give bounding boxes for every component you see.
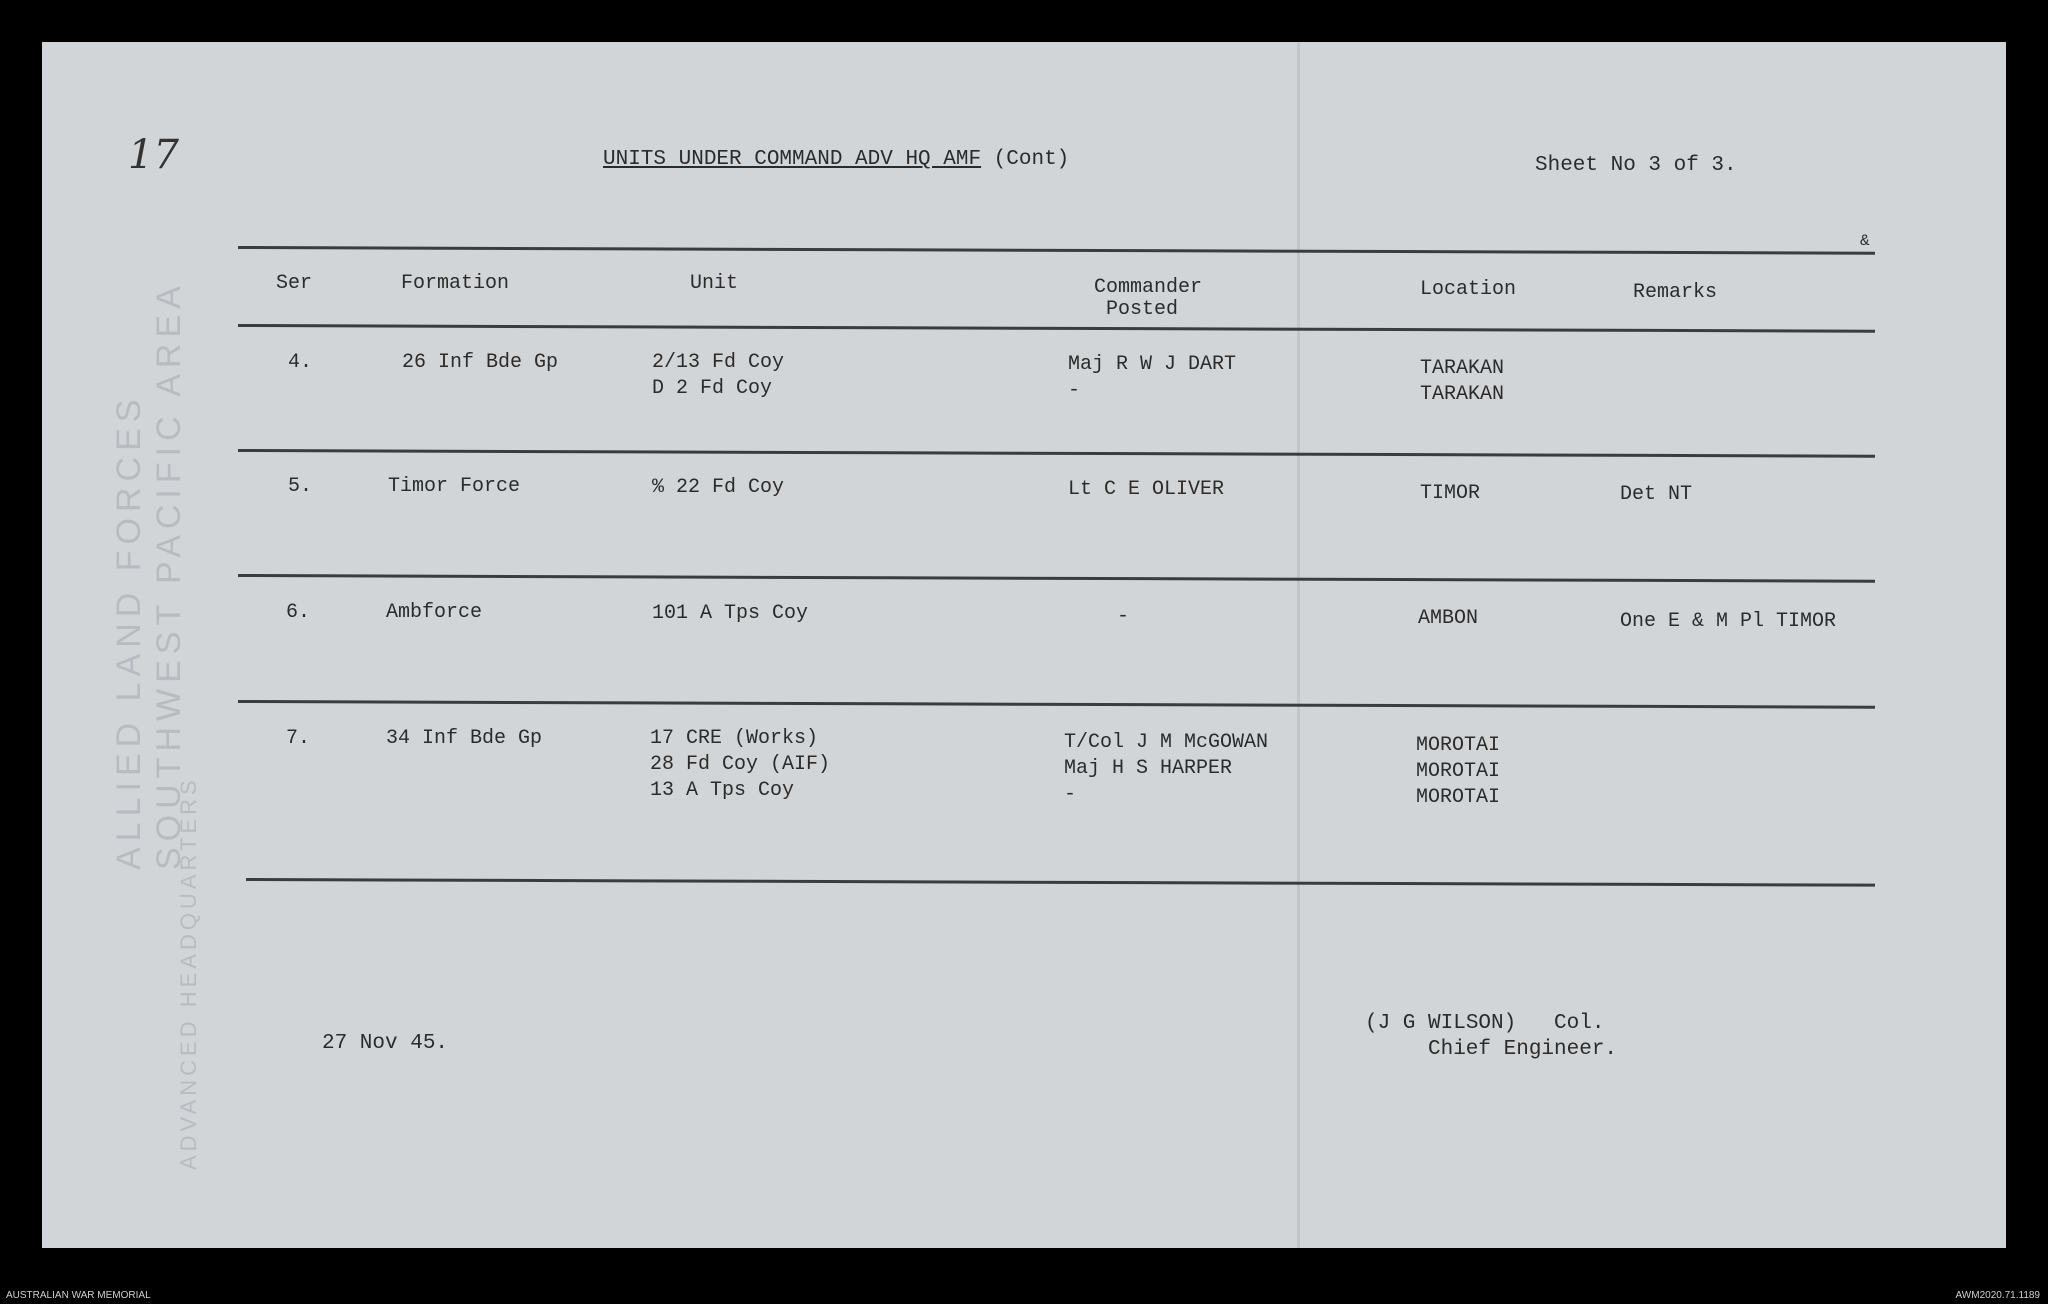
row-4-commander: Maj R W J DART - bbox=[1068, 353, 1237, 402]
row-5-commander: Lt C E OLIVER bbox=[1068, 478, 1225, 501]
title-main: UNITS UNDER COMMAND ADV HQ AMF bbox=[603, 148, 982, 171]
row-6-commander: - bbox=[1117, 605, 1130, 628]
sheet-number: Sheet No 3 of 3. bbox=[1535, 154, 1737, 177]
stamp-line-3: ADVANCED HEADQUARTERS bbox=[176, 776, 201, 1170]
stamp-line-1: ALLIED LAND FORCES bbox=[110, 393, 148, 870]
handwritten-mark: 17 bbox=[128, 132, 179, 178]
page-title bbox=[603, 148, 1069, 171]
row-7-formation: 34 Inf Bde Gp bbox=[386, 727, 543, 750]
row-7-ser: 7. bbox=[286, 727, 311, 750]
header-commander-posted: Posted bbox=[1106, 298, 1179, 321]
corner-mark: & bbox=[1860, 232, 1870, 250]
row-5-ser: 5. bbox=[288, 475, 313, 498]
row-4-formation: 26 Inf Bde Gp bbox=[402, 351, 559, 374]
header-remarks: Remarks bbox=[1633, 281, 1718, 304]
row-4-location: TARAKAN TARAKAN bbox=[1420, 357, 1505, 406]
row-6-unit: 101 A Tps Coy bbox=[652, 602, 809, 625]
row-5-formation: Timor Force bbox=[388, 475, 521, 498]
header-formation: Formation bbox=[401, 272, 510, 295]
row-5-location: TIMOR bbox=[1420, 482, 1481, 505]
row-5-remarks: Det NT bbox=[1620, 483, 1693, 506]
row-4-unit: 2/13 Fd Coy D 2 Fd Coy bbox=[652, 351, 785, 400]
header-ser: Ser bbox=[276, 272, 313, 295]
header-commander: Commander bbox=[1094, 276, 1203, 299]
signature-name: (J G WILSON) Col. bbox=[1365, 1012, 1605, 1035]
document-date: 27 Nov 45. bbox=[322, 1032, 449, 1055]
row-4-ser: 4. bbox=[288, 351, 313, 374]
row-6-ser: 6. bbox=[286, 601, 311, 624]
row-7-location: MOROTAI MOROTAI MOROTAI bbox=[1416, 734, 1501, 809]
row-7-unit: 17 CRE (Works) 28 Fd Coy (AIF) 13 A Tps Coy bbox=[650, 727, 831, 802]
row-7-commander: T/Col J M McGOWAN Maj H S HARPER - bbox=[1064, 731, 1269, 806]
title-suffix: (Cont) bbox=[993, 148, 1070, 171]
footer-accession: AWM2020.71.1189 bbox=[1955, 1290, 2040, 1301]
row-6-formation: Ambforce bbox=[386, 601, 483, 624]
stamp-line-2: SOUTHWEST PACIFIC AREA bbox=[150, 280, 188, 870]
footer-institution: AUSTRALIAN WAR MEMORIAL bbox=[6, 1290, 151, 1301]
row-6-location: AMBON bbox=[1418, 607, 1479, 630]
row-6-remarks: One E & M Pl TIMOR bbox=[1620, 610, 1837, 633]
signature-title: Chief Engineer. bbox=[1428, 1038, 1618, 1061]
header-location: Location bbox=[1420, 278, 1517, 301]
header-unit: Unit bbox=[690, 272, 739, 295]
page-fold bbox=[1297, 42, 1300, 1248]
document-page bbox=[42, 42, 2006, 1248]
row-5-unit: % 22 Fd Coy bbox=[652, 476, 785, 499]
